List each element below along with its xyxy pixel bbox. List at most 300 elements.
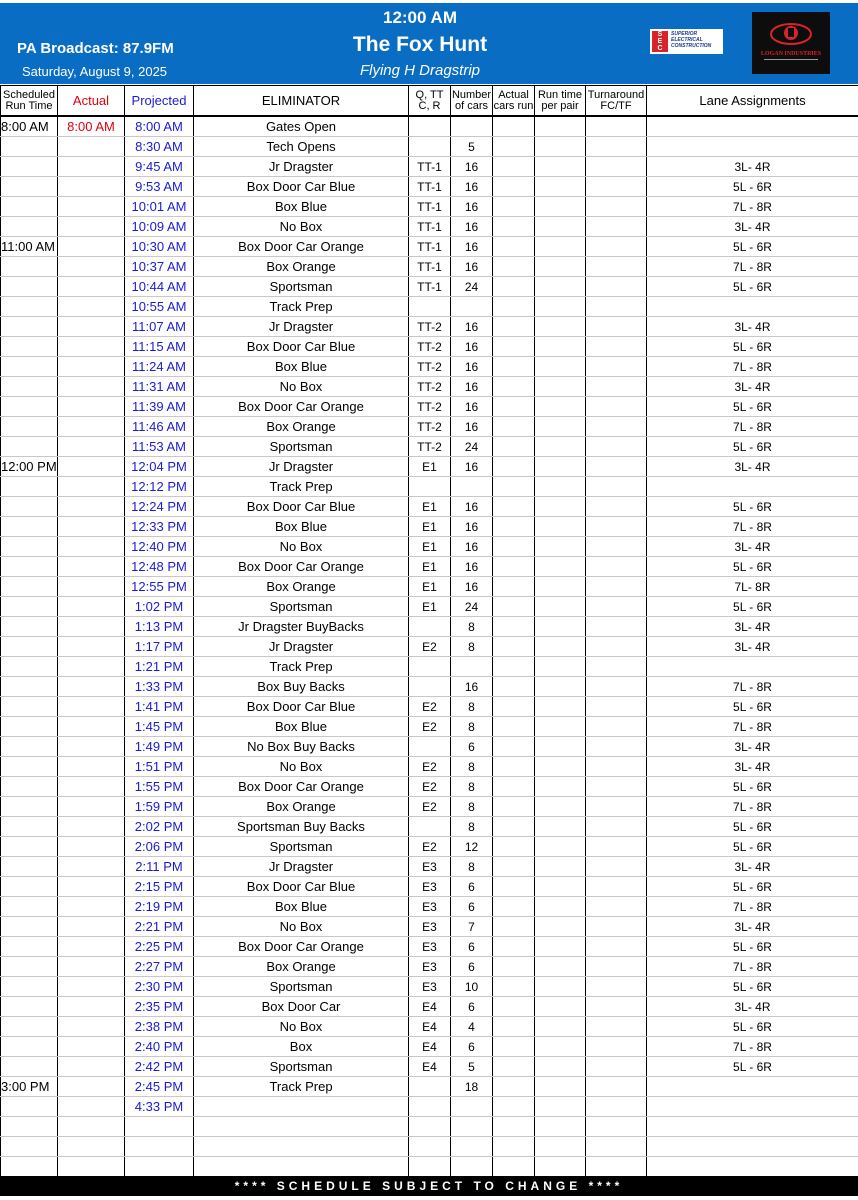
car-count-cell: 8: [451, 617, 493, 637]
projected-time-cell: 2:30 PM: [125, 977, 194, 997]
lane-assignment-cell: 7L - 8R: [647, 677, 858, 697]
scheduled-time-cell: [1, 657, 58, 677]
lane-assignment-cell: [647, 1097, 858, 1117]
actual-cars-run-cell: [493, 257, 535, 277]
scheduled-time-cell: [1, 737, 58, 757]
run-time-cell: [535, 1017, 586, 1037]
scheduled-time-cell: [1, 277, 58, 297]
actual-cars-run-cell: [493, 557, 535, 577]
table-row: [1, 577, 858, 597]
actual-time-cell: [58, 917, 125, 937]
actual-time-cell: [58, 1097, 125, 1117]
car-count-cell: 16: [451, 217, 493, 237]
turnaround-cell: [586, 837, 647, 857]
table-row: [1, 837, 858, 857]
actual-cars-run-cell: [493, 837, 535, 857]
projected-time-cell: 2:42 PM: [125, 1057, 194, 1077]
projected-time-cell: 12:55 PM: [125, 577, 194, 597]
eliminator-cell: Box Door Car Orange: [194, 937, 409, 957]
actual-time-cell: [58, 837, 125, 857]
eliminator-cell: No Box: [194, 377, 409, 397]
run-time-cell: [535, 1157, 586, 1177]
turnaround-cell: [586, 157, 647, 177]
projected-time-cell: 11:15 AM: [125, 337, 194, 357]
lane-assignment-cell: 7L - 8R: [647, 717, 858, 737]
actual-time-cell: [58, 937, 125, 957]
actual-cars-run-cell: [493, 277, 535, 297]
actual-time-cell: [58, 317, 125, 337]
actual-cars-run-cell: [493, 217, 535, 237]
eliminator-cell: Track Prep: [194, 477, 409, 497]
qualifying-round-cell: E1: [409, 597, 451, 617]
qualifying-round-cell: E3: [409, 937, 451, 957]
lane-assignment-cell: [647, 297, 858, 317]
actual-time-cell: [58, 197, 125, 217]
run-time-cell: [535, 977, 586, 997]
actual-time-cell: [58, 357, 125, 377]
lane-assignment-cell: 3L- 4R: [647, 997, 858, 1017]
table-row: [1, 217, 858, 237]
scheduled-time-cell: [1, 1017, 58, 1037]
table-row: [1, 897, 858, 917]
qualifying-round-cell: [409, 817, 451, 837]
run-time-cell: [535, 697, 586, 717]
actual-time-cell: [58, 737, 125, 757]
run-time-cell: [535, 317, 586, 337]
turnaround-cell: [586, 457, 647, 477]
lane-assignment-cell: 7L - 8R: [647, 957, 858, 977]
lane-assignment-cell: 3L- 4R: [647, 157, 858, 177]
run-time-cell: [535, 897, 586, 917]
eliminator-cell: Box Orange: [194, 797, 409, 817]
actual-time-cell: [58, 1157, 125, 1177]
scheduled-time-cell: [1, 877, 58, 897]
car-count-cell: [451, 477, 493, 497]
projected-time-cell: 11:31 AM: [125, 377, 194, 397]
table-row: [1, 116, 858, 137]
lane-assignment-cell: 7L - 8R: [647, 797, 858, 817]
scheduled-time-cell: [1, 477, 58, 497]
run-time-cell: [535, 197, 586, 217]
actual-cars-run-cell: [493, 817, 535, 837]
turnaround-cell: [586, 697, 647, 717]
table-row: [1, 537, 858, 557]
car-count-cell: [451, 1137, 493, 1157]
qualifying-round-cell: TT-1: [409, 217, 451, 237]
scheduled-time-cell: [1, 997, 58, 1017]
actual-time-cell: [58, 897, 125, 917]
qualifying-round-cell: TT-2: [409, 337, 451, 357]
projected-time-cell: 2:15 PM: [125, 877, 194, 897]
run-time-cell: [535, 1037, 586, 1057]
run-time-cell: [535, 116, 586, 137]
eliminator-cell: Track Prep: [194, 1077, 409, 1097]
eliminator-cell: Box Blue: [194, 897, 409, 917]
eliminator-cell: No Box: [194, 217, 409, 237]
actual-cars-run-cell: [493, 697, 535, 717]
actual-time-cell: [58, 537, 125, 557]
turnaround-cell: [586, 1097, 647, 1117]
table-row: [1, 157, 858, 177]
run-time-cell: [535, 957, 586, 977]
eliminator-cell: Box Orange: [194, 417, 409, 437]
lane-assignment-cell: [647, 1117, 858, 1137]
lane-assignment-cell: [647, 1157, 858, 1177]
car-count-cell: 16: [451, 237, 493, 257]
table-row: [1, 337, 858, 357]
car-count-cell: 16: [451, 177, 493, 197]
eliminator-cell: Sportsman: [194, 837, 409, 857]
qualifying-round-cell: [409, 737, 451, 757]
table-row: [1, 797, 858, 817]
projected-time-cell: 2:25 PM: [125, 937, 194, 957]
turnaround-cell: [586, 517, 647, 537]
run-time-cell: [535, 497, 586, 517]
turnaround-cell: [586, 637, 647, 657]
projected-time-cell: 10:30 AM: [125, 237, 194, 257]
table-row: [1, 1117, 858, 1137]
run-time-cell: [535, 837, 586, 857]
col-scheduled-run-time: Scheduled Run Time: [1, 86, 58, 117]
lane-assignment-cell: 5L - 6R: [647, 977, 858, 997]
actual-cars-run-cell: [493, 957, 535, 977]
turnaround-cell: [586, 417, 647, 437]
actual-cars-run-cell: [493, 417, 535, 437]
table-row: [1, 397, 858, 417]
qualifying-round-cell: TT-1: [409, 157, 451, 177]
actual-time-cell: [58, 857, 125, 877]
projected-time-cell: 11:46 AM: [125, 417, 194, 437]
actual-time-cell: [58, 797, 125, 817]
scheduled-time-cell: [1, 297, 58, 317]
car-count-cell: 16: [451, 357, 493, 377]
actual-cars-run-cell: [493, 497, 535, 517]
superior-electrical-logo: S E C SUPERIOR ELECTRICAL CONSTRUCTION: [650, 29, 723, 54]
projected-time-cell: 2:27 PM: [125, 957, 194, 977]
actual-time-cell: [58, 977, 125, 997]
car-count-cell: 6: [451, 737, 493, 757]
scheduled-time-cell: [1, 257, 58, 277]
lane-assignment-cell: [647, 1137, 858, 1157]
projected-time-cell: 1:21 PM: [125, 657, 194, 677]
run-time-cell: [535, 1077, 586, 1097]
lane-assignment-cell: 3L- 4R: [647, 457, 858, 477]
turnaround-cell: [586, 137, 647, 157]
run-time-cell: [535, 297, 586, 317]
scheduled-time-cell: [1, 1137, 58, 1157]
car-count-cell: 6: [451, 877, 493, 897]
col-number-of-cars: Number of cars: [451, 86, 493, 117]
actual-time-cell: [58, 257, 125, 277]
car-count-cell: 7: [451, 917, 493, 937]
scheduled-time-cell: [1, 1157, 58, 1177]
actual-time-cell: [58, 337, 125, 357]
projected-time-cell: 1:51 PM: [125, 757, 194, 777]
run-time-cell: [535, 577, 586, 597]
eliminator-cell: Box: [194, 1037, 409, 1057]
table-row: [1, 517, 858, 537]
col-actual-cars-run: Actual cars run: [493, 86, 535, 117]
car-count-cell: 24: [451, 597, 493, 617]
qualifying-round-cell: E3: [409, 917, 451, 937]
table-row: [1, 137, 858, 157]
qualifying-round-cell: E3: [409, 977, 451, 997]
car-count-cell: [451, 297, 493, 317]
qualifying-round-cell: E2: [409, 717, 451, 737]
qualifying-round-cell: E2: [409, 837, 451, 857]
car-count-cell: 8: [451, 717, 493, 737]
actual-time-cell: [58, 437, 125, 457]
turnaround-cell: [586, 617, 647, 637]
lane-assignment-cell: 3L- 4R: [647, 637, 858, 657]
car-count-cell: 6: [451, 997, 493, 1017]
qualifying-round-cell: E2: [409, 637, 451, 657]
actual-time-cell: [58, 717, 125, 737]
car-count-cell: 8: [451, 777, 493, 797]
turnaround-cell: [586, 1077, 647, 1097]
table-row: [1, 317, 858, 337]
run-time-cell: [535, 637, 586, 657]
projected-time-cell: 1:02 PM: [125, 597, 194, 617]
projected-time-cell: 2:19 PM: [125, 897, 194, 917]
projected-time-cell: 2:45 PM: [125, 1077, 194, 1097]
qualifying-round-cell: TT-1: [409, 197, 451, 217]
car-count-cell: 6: [451, 1037, 493, 1057]
scheduled-time-cell: 8:00 AM: [1, 116, 58, 137]
turnaround-cell: [586, 937, 647, 957]
table-row: [1, 1137, 858, 1157]
actual-cars-run-cell: [493, 917, 535, 937]
lane-assignment-cell: [647, 1077, 858, 1097]
scheduled-time-cell: [1, 817, 58, 837]
car-count-cell: 6: [451, 937, 493, 957]
lane-assignment-cell: 5L - 6R: [647, 497, 858, 517]
turnaround-cell: [586, 1057, 647, 1077]
car-count-cell: 16: [451, 377, 493, 397]
qualifying-round-cell: TT-1: [409, 177, 451, 197]
actual-time-cell: [58, 477, 125, 497]
lane-assignment-cell: 7L - 8R: [647, 197, 858, 217]
eliminator-cell: Sportsman: [194, 277, 409, 297]
eliminator-cell: Box Door Car Orange: [194, 237, 409, 257]
turnaround-cell: [586, 897, 647, 917]
turnaround-cell: [586, 857, 647, 877]
table-row: [1, 757, 858, 777]
turnaround-cell: [586, 817, 647, 837]
car-count-cell: 8: [451, 797, 493, 817]
qualifying-round-cell: E1: [409, 457, 451, 477]
scheduled-time-cell: [1, 317, 58, 337]
qualifying-round-cell: TT-2: [409, 397, 451, 417]
projected-time-cell: 1:33 PM: [125, 677, 194, 697]
table-row: [1, 197, 858, 217]
lane-assignment-cell: 5L - 6R: [647, 777, 858, 797]
actual-cars-run-cell: [493, 997, 535, 1017]
scheduled-time-cell: 3:00 PM: [1, 1077, 58, 1097]
actual-cars-run-cell: [493, 797, 535, 817]
actual-cars-run-cell: [493, 237, 535, 257]
eliminator-cell: Track Prep: [194, 297, 409, 317]
actual-cars-run-cell: [493, 1057, 535, 1077]
run-time-cell: [535, 457, 586, 477]
actual-time-cell: [58, 597, 125, 617]
projected-time-cell: 9:53 AM: [125, 177, 194, 197]
run-time-cell: [535, 157, 586, 177]
table-row: [1, 957, 858, 977]
table-row: [1, 657, 858, 677]
projected-time-cell: [125, 1157, 194, 1177]
lane-assignment-cell: 5L - 6R: [647, 337, 858, 357]
lane-assignment-cell: 7L- 8R: [647, 577, 858, 597]
actual-cars-run-cell: [493, 1037, 535, 1057]
eliminator-cell: Box Blue: [194, 197, 409, 217]
car-count-cell: 16: [451, 537, 493, 557]
actual-cars-run-cell: [493, 877, 535, 897]
car-count-cell: [451, 1117, 493, 1137]
lane-assignment-cell: 3L- 4R: [647, 737, 858, 757]
run-time-cell: [535, 1097, 586, 1117]
col-run-time-per-pair: Run time per pair: [535, 86, 586, 117]
scheduled-time-cell: [1, 617, 58, 637]
turnaround-cell: [586, 537, 647, 557]
scheduled-time-cell: [1, 137, 58, 157]
car-count-cell: [451, 1157, 493, 1177]
car-count-cell: 16: [451, 677, 493, 697]
event-date: Saturday, August 9, 2025: [22, 64, 168, 79]
actual-cars-run-cell: [493, 657, 535, 677]
actual-time-cell: [58, 177, 125, 197]
turnaround-cell: [586, 557, 647, 577]
car-count-cell: 16: [451, 317, 493, 337]
qualifying-round-cell: E4: [409, 1017, 451, 1037]
scheduled-time-cell: [1, 497, 58, 517]
table-row: [1, 737, 858, 757]
qualifying-round-cell: E2: [409, 757, 451, 777]
turnaround-cell: [586, 337, 647, 357]
turnaround-cell: [586, 657, 647, 677]
projected-time-cell: 12:40 PM: [125, 537, 194, 557]
turnaround-cell: [586, 377, 647, 397]
table-row: [1, 237, 858, 257]
qualifying-round-cell: [409, 1117, 451, 1137]
projected-time-cell: 12:48 PM: [125, 557, 194, 577]
actual-time-cell: [58, 237, 125, 257]
scheduled-time-cell: [1, 337, 58, 357]
lane-assignment-cell: [647, 657, 858, 677]
actual-time-cell: [58, 577, 125, 597]
scheduled-time-cell: [1, 177, 58, 197]
actual-time-cell: [58, 277, 125, 297]
qualifying-round-cell: [409, 1077, 451, 1097]
qualifying-round-cell: E2: [409, 697, 451, 717]
table-row: [1, 357, 858, 377]
projected-time-cell: [125, 1137, 194, 1157]
car-count-cell: 16: [451, 557, 493, 577]
actual-time-cell: [58, 137, 125, 157]
actual-time-cell: [58, 417, 125, 437]
run-time-cell: [535, 477, 586, 497]
table-row: [1, 557, 858, 577]
run-time-cell: [535, 1057, 586, 1077]
qualifying-round-cell: [409, 1097, 451, 1117]
scheduled-time-cell: [1, 517, 58, 537]
qualifying-round-cell: E2: [409, 777, 451, 797]
eliminator-cell: Box Blue: [194, 717, 409, 737]
table-row: [1, 477, 858, 497]
run-time-cell: [535, 817, 586, 837]
actual-cars-run-cell: [493, 377, 535, 397]
qualifying-round-cell: TT-2: [409, 417, 451, 437]
run-time-cell: [535, 517, 586, 537]
actual-cars-run-cell: [493, 897, 535, 917]
scheduled-time-cell: [1, 197, 58, 217]
actual-cars-run-cell: [493, 937, 535, 957]
run-time-cell: [535, 337, 586, 357]
eliminator-cell: Box Door Car: [194, 997, 409, 1017]
eliminator-cell: No Box Buy Backs: [194, 737, 409, 757]
scheduled-time-cell: [1, 1037, 58, 1057]
table-row: [1, 457, 858, 477]
projected-time-cell: 2:02 PM: [125, 817, 194, 837]
eliminator-cell: Track Prep: [194, 657, 409, 677]
turnaround-cell: [586, 257, 647, 277]
turnaround-cell: [586, 277, 647, 297]
scheduled-time-cell: [1, 897, 58, 917]
car-count-cell: 24: [451, 437, 493, 457]
lane-assignment-cell: 5L - 6R: [647, 177, 858, 197]
car-count-cell: 16: [451, 337, 493, 357]
table-row: [1, 297, 858, 317]
scheduled-time-cell: [1, 417, 58, 437]
actual-time-cell: [58, 1117, 125, 1137]
actual-cars-run-cell: [493, 617, 535, 637]
run-time-cell: [535, 557, 586, 577]
turnaround-cell: [586, 397, 647, 417]
table-row: [1, 977, 858, 997]
lane-assignment-cell: 3L- 4R: [647, 617, 858, 637]
turnaround-cell: [586, 237, 647, 257]
run-time-cell: [535, 177, 586, 197]
lane-assignment-cell: [647, 137, 858, 157]
table-row: [1, 377, 858, 397]
eliminator-cell: Box Blue: [194, 517, 409, 537]
scheduled-time-cell: 11:00 AM: [1, 237, 58, 257]
turnaround-cell: [586, 1117, 647, 1137]
turnaround-cell: [586, 977, 647, 997]
turnaround-cell: [586, 797, 647, 817]
scheduled-time-cell: [1, 1057, 58, 1077]
car-count-cell: 16: [451, 197, 493, 217]
car-count-cell: 5: [451, 1057, 493, 1077]
qualifying-round-cell: [409, 477, 451, 497]
actual-cars-run-cell: [493, 977, 535, 997]
scheduled-time-cell: [1, 437, 58, 457]
actual-cars-run-cell: [493, 717, 535, 737]
run-time-cell: [535, 997, 586, 1017]
scheduled-time-cell: [1, 157, 58, 177]
actual-cars-run-cell: [493, 297, 535, 317]
turnaround-cell: [586, 116, 647, 137]
lane-assignment-cell: 5L - 6R: [647, 1057, 858, 1077]
actual-cars-run-cell: [493, 157, 535, 177]
actual-cars-run-cell: [493, 677, 535, 697]
scheduled-time-cell: [1, 777, 58, 797]
eliminator-cell: No Box: [194, 757, 409, 777]
run-time-cell: [535, 437, 586, 457]
lane-assignment-cell: 3L- 4R: [647, 537, 858, 557]
schedule-notice: **** SCHEDULE SUBJECT TO CHANGE ****: [0, 1176, 858, 1196]
table-row: [1, 1077, 858, 1097]
